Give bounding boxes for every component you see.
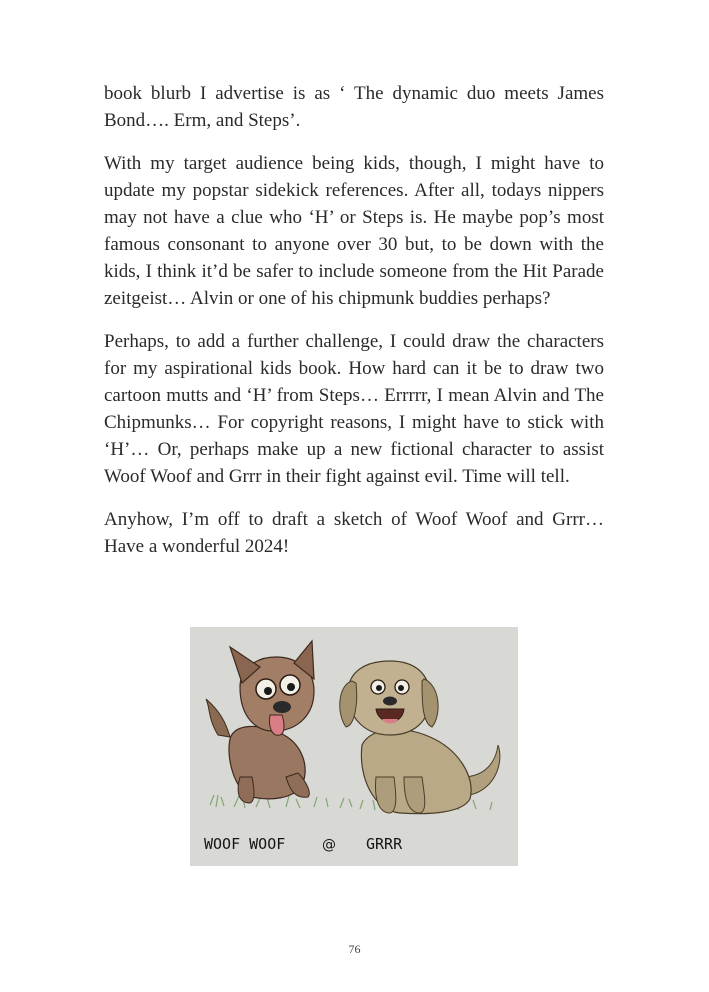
- body-text: [104, 80, 604, 576]
- caption-at-symbol: @: [322, 837, 336, 853]
- paragraph-4: Anyhow, I’m off to draft a sketch of Woof Woof and Grrr… Have a wonderful 2024!: [104, 509, 604, 557]
- page-number: 76: [348, 942, 361, 956]
- paragraph-2: With my target audience being kids, though, I might have to update my popstar sidekick references. After all, todays nippers may not have a clue who ‘H’ or Steps is. He maybe pop’s most famous consonant to anyone over 30 but, to be down with the kids, I think it’d be safer to include someone from the Hit Parade zeitgeist… Alvin or one of his chipmunk buddies perhaps?: [104, 153, 604, 309]
- paragraph-3: Perhaps, to add a further challenge, I could draw the characters for my aspirational kids book. How hard can it be to draw two cartoon mutts and ‘H’ from Steps… Errrrr, I mean Alvin and The Chipmunks… For copyright reasons, I might have to stick with ‘H’… Or, perhaps make up a new fictional character to assist Woof Woof and Grrr in their fight against evil. Time will tell.: [104, 331, 604, 487]
- paragraph-1: book blurb I advertise is as ‘ The dynamic duo meets James Bond…. Erm, and Steps’.: [104, 83, 604, 131]
- dog-sketch-illustration: [190, 627, 518, 866]
- caption-woof-woof: WOOF WOOF: [204, 835, 286, 853]
- sketch-drawing: [190, 627, 518, 866]
- caption-grrr: GRRR: [366, 835, 403, 853]
